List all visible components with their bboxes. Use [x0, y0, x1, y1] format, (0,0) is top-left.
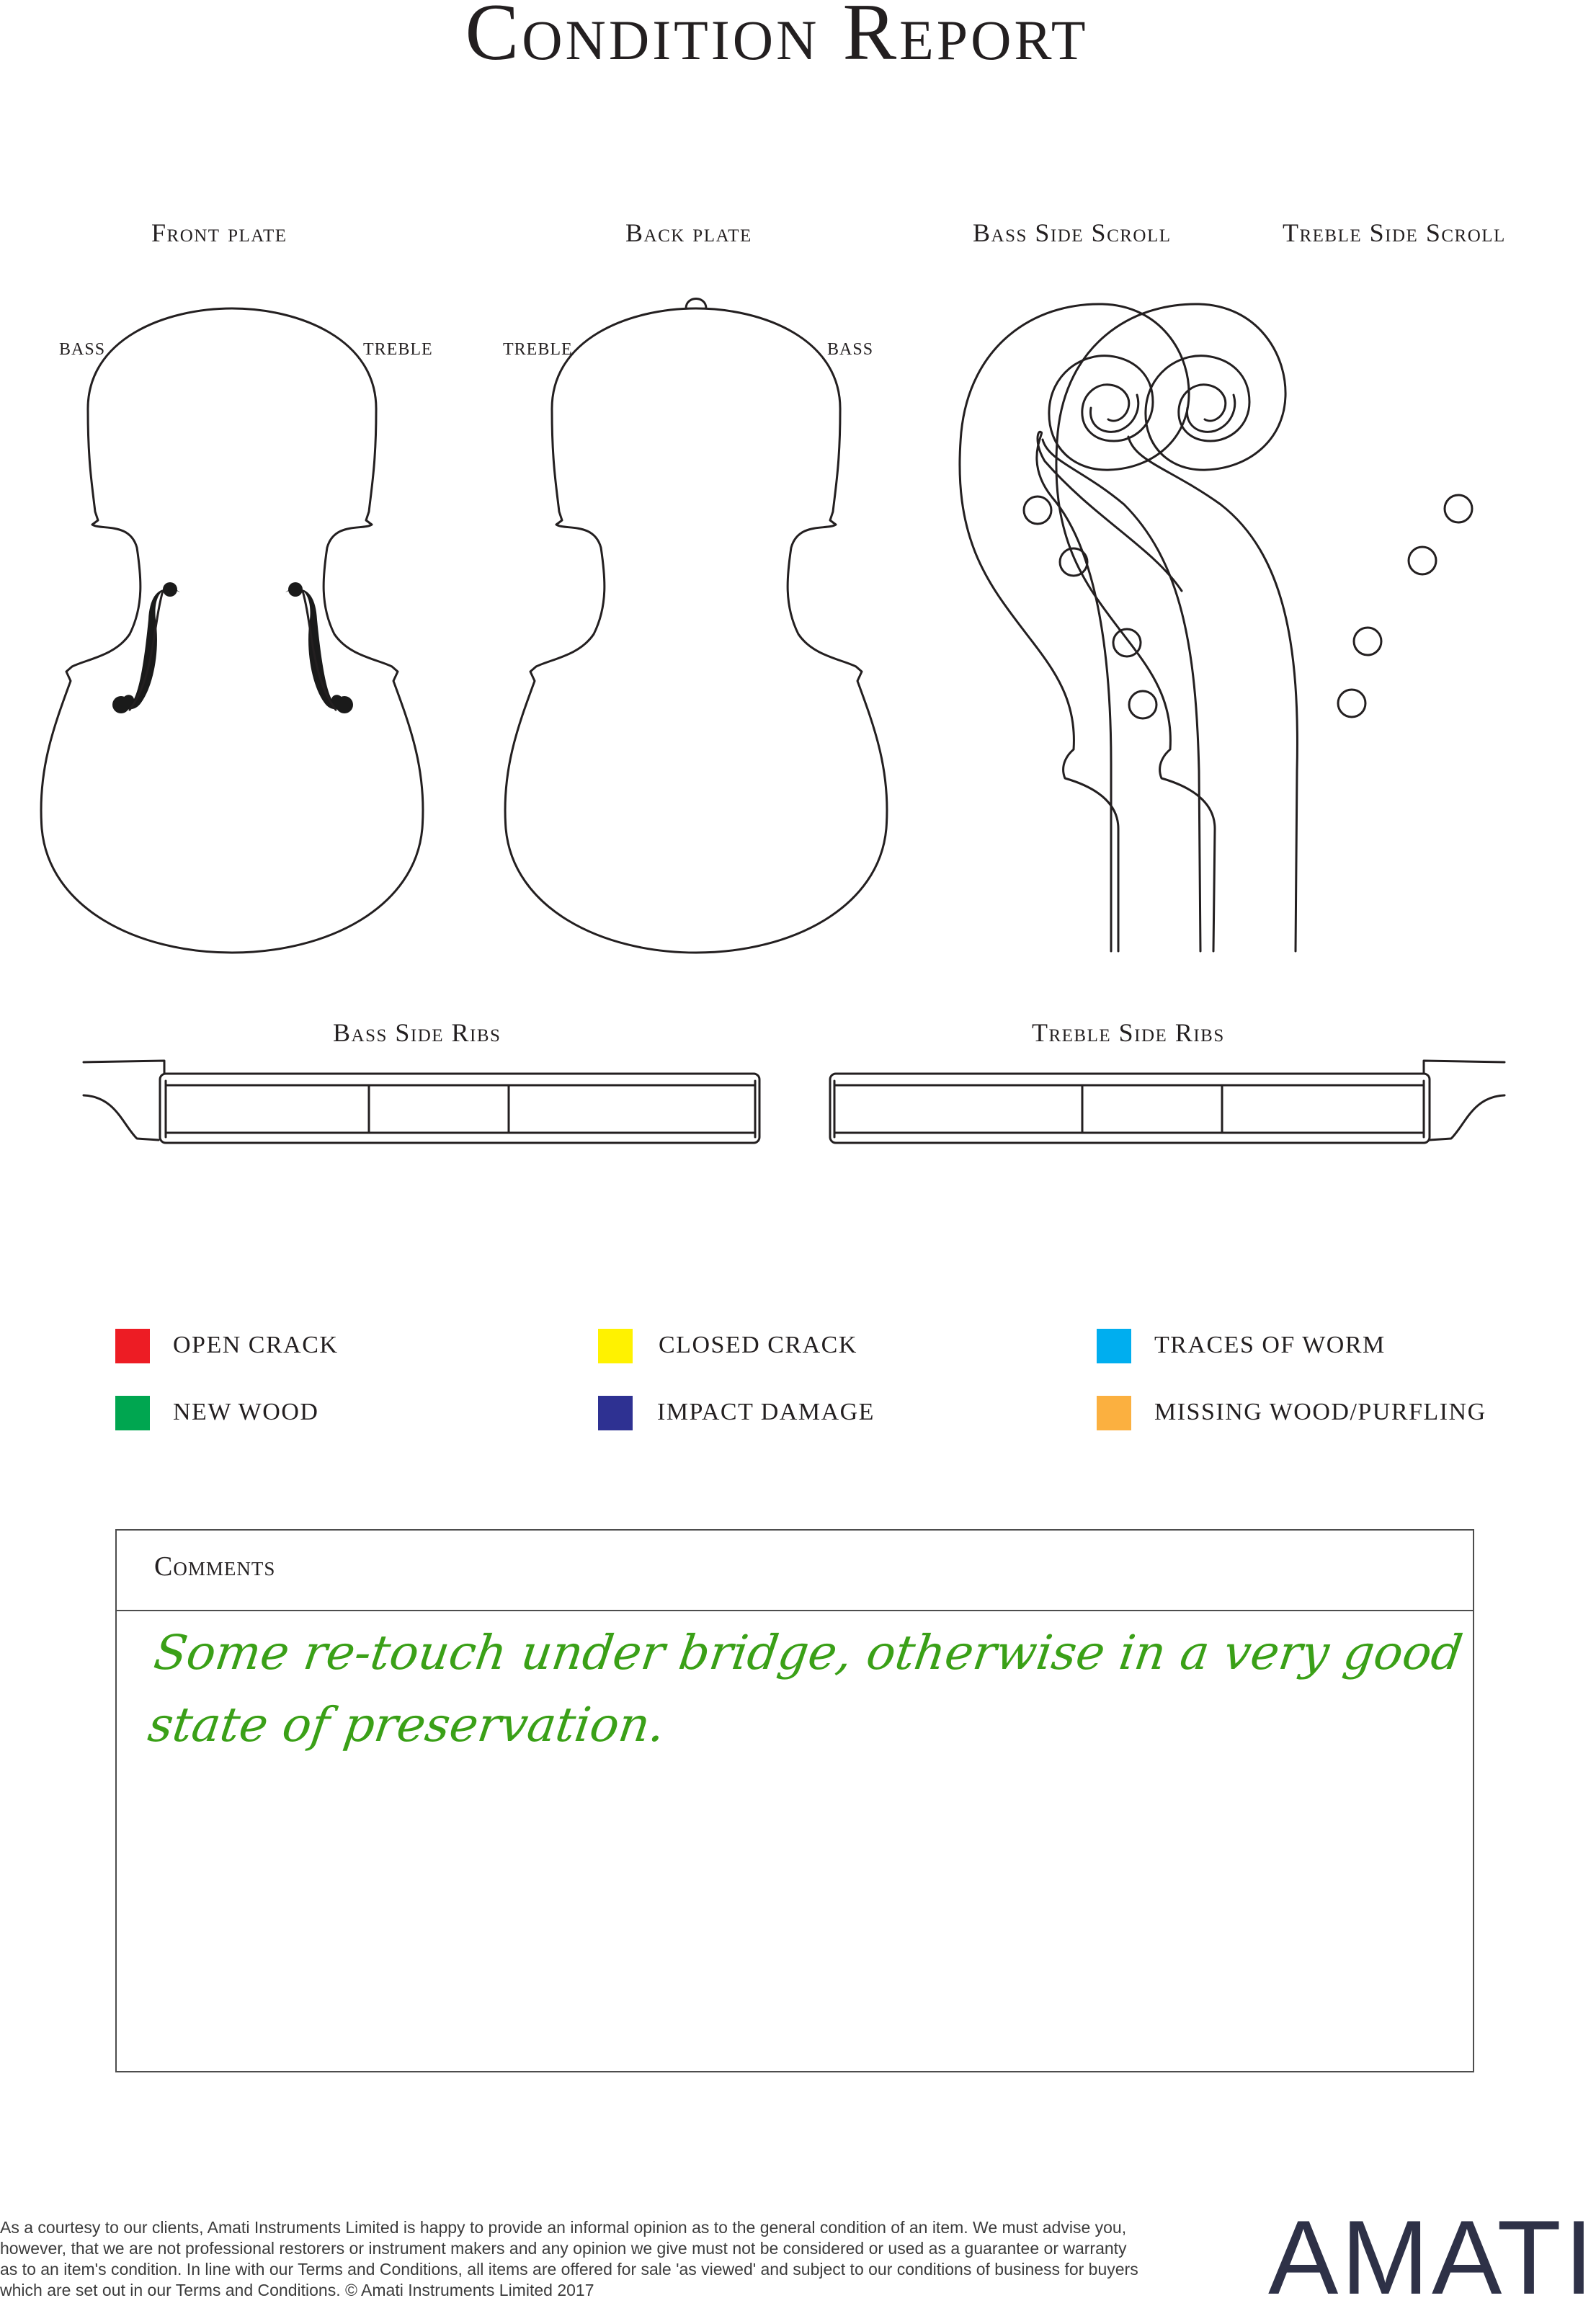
back-bass-label: BASS — [827, 340, 874, 359]
page-title: Condition Report — [465, 0, 1089, 77]
front-plate-heading: Front plate — [151, 218, 287, 247]
front-plate-outline — [41, 308, 423, 953]
swatch-open-crack — [115, 1329, 150, 1363]
footer-disclaimer: As a courtesy to our clients, Amati Instruments Limited is happy to provide an informal opinion as to the general condition of an item. We must advise you, however, that we are not professional restorers or instrument makers and any opinion we give must not be considered or used as a guarantee or warranty as to an item's condition. In line with our Terms and Conditions, all items are offered for sale 'as viewed' and subject to our conditions of business for buyers which are set out in our Terms and Conditions. © Amati Instruments Limited 2017 — [0, 2218, 1138, 2299]
legend-missing-wood-purfling: MISSING WOOD/PURFLING — [1154, 1399, 1486, 1425]
swatch-new-wood — [115, 1396, 150, 1430]
bass-side-scroll-heading: Bass Side Scroll — [973, 218, 1172, 247]
comments-label: Comments — [154, 1551, 276, 1582]
treble-side-scroll-heading: Treble Side Scroll — [1283, 218, 1506, 247]
legend-impact-damage: IMPACT DAMAGE — [657, 1399, 875, 1425]
f-hole-right-eye-top — [288, 582, 303, 597]
bass-side-ribs-heading: Bass Side Ribs — [333, 1018, 501, 1047]
legend-traces-of-worm: TRACES OF WORM — [1154, 1332, 1386, 1358]
back-plate-outline — [505, 308, 887, 953]
swatch-impact-damage — [598, 1396, 633, 1430]
swatch-closed-crack — [598, 1329, 633, 1363]
back-treble-label: TREBLE — [503, 340, 573, 359]
comments-divider — [115, 1610, 1474, 1611]
handwritten-line-1: Some re-touch under bridge, otherwise in a very good — [151, 1624, 1466, 1680]
f-hole-left-eye-bottom — [112, 696, 130, 713]
instrument-diagrams — [0, 0, 1553, 1189]
treble-side-ribs-heading: Treble Side Ribs — [1032, 1018, 1225, 1047]
f-hole-right-eye-bottom — [336, 696, 353, 713]
back-plate-heading: Back plate — [625, 218, 752, 247]
bass-side-ribs-drawing — [84, 1061, 759, 1143]
amati-logo: AMATI — [1268, 2199, 1596, 2316]
handwritten-comment — [145, 1614, 1466, 1794]
legend-open-crack: OPEN CRACK — [173, 1332, 339, 1358]
swatch-missing-wood — [1097, 1396, 1131, 1430]
back-plate-button — [686, 299, 706, 309]
legend-new-wood: NEW WOOD — [173, 1399, 319, 1425]
legend-closed-crack: CLOSED CRACK — [659, 1332, 857, 1358]
f-hole-left-eye-top — [163, 582, 177, 597]
swatch-traces-of-worm — [1097, 1329, 1131, 1363]
front-bass-label: BASS — [59, 340, 106, 359]
bass-side-scroll-drawing — [960, 304, 1200, 951]
front-treble-label: TREBLE — [363, 340, 433, 359]
handwritten-line-2: state of preservation. — [145, 1696, 669, 1752]
treble-side-ribs-drawing — [830, 1061, 1504, 1143]
